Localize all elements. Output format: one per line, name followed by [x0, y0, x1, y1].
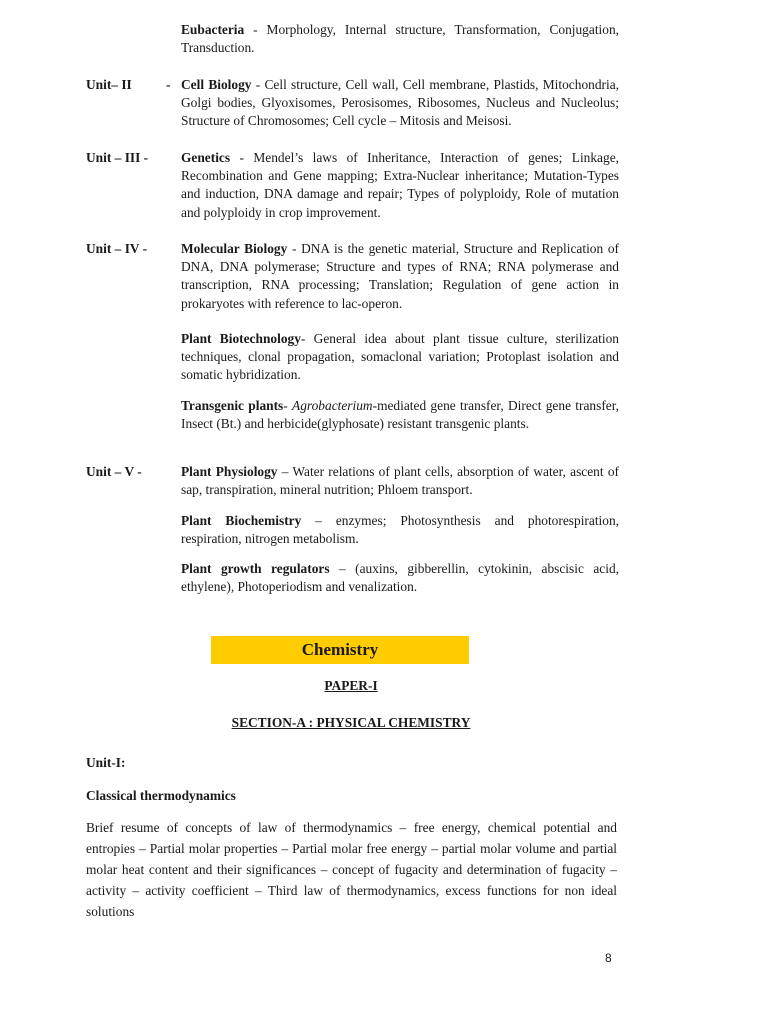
unit-5-paragraph: [181, 463, 619, 499]
unit-2-label: [86, 76, 132, 94]
transgenic-paragraph: [181, 397, 619, 433]
unit-3-title: Genetics: [181, 150, 231, 165]
unit-2-paragraph: [181, 76, 619, 131]
unit-4-label: Unit – IV -: [86, 241, 148, 256]
regulators-text: – (auxins, gibberellin, cytokinin, abscisic acid, ethylene), Photoperiodism and venalization.: [181, 561, 619, 595]
thermodynamics-body: Brief resume of concepts of law of thermodynamics – free energy, chemical potential and entropies – Partial molar properties – Partial molar free energy – partial molar volume and partial molar heat content and their significances – concept of fugacity and determination of fugacity – activity – activity coefficient – Third law of thermodynamics, excess functions for non ideal solutions: [86, 820, 617, 919]
unit-5-title: Plant Physiology: [181, 464, 278, 479]
transgenic-title: Transgenic plants: [181, 398, 284, 413]
transgenic-dash: -: [283, 398, 293, 413]
eubacteria-text: - Morphology, Internal structure, Transformation, Conjugation, Transduction.: [181, 22, 619, 56]
biochem-title: Plant Biochemistry: [181, 513, 302, 528]
biochem-paragraph: [181, 512, 619, 548]
paper-heading: PAPER-I: [324, 678, 378, 693]
unit-3-paragraph: [181, 149, 619, 222]
unit-1-label: Unit-I:: [86, 755, 126, 770]
section-heading: SECTION-A : PHYSICAL CHEMISTRY: [231, 715, 471, 730]
biotech-title: Plant Biotechnology: [181, 331, 301, 346]
regulators-title: Plant growth regulators: [181, 561, 330, 576]
unit-3-label: Unit – III -: [86, 150, 149, 165]
topic-heading: Classical thermodynamics: [86, 788, 236, 803]
unit-5-text: – Water relations of plant cells, absorption of water, ascent of sap, transpiration, mineral nutrition; Phloem transport.: [181, 464, 619, 498]
unit-4-title: Molecular Biology: [181, 241, 288, 256]
unit-3-text: - Mendel’s laws of Inheritance, Interaction of genes; Linkage, Recombination and Gene mapping; Extra-Nuclear inheritance; Mutation-Types and induction, DNA damage and repair; Types of polyploidy, Role of mutation and polyploidy in crop improvement.: [181, 150, 619, 220]
biotech-text: - General idea about plant tissue culture, sterilization techniques, clonal propagation, somaclonal variation; Protoplast isolation and somatic hybridization.: [181, 331, 619, 383]
transgenic-text: -mediated gene transfer, Direct gene transfer, Insect (Bt.) and herbicide(glyphosate) resistant transgenic plants.: [181, 398, 619, 432]
eubacteria-title: Eubacteria: [181, 22, 245, 37]
unit-2-title: Cell Biology: [181, 77, 252, 92]
unit-2-label-text: Unit– II: [86, 77, 132, 92]
page-number: 8: [605, 951, 612, 965]
unit-4-text: - DNA is the genetic material, Structure and Replication of DNA, DNA polymerase; Structure and types of RNA; RNA polymerase and transcription, RNA processing; Translation; Regulation of gene action in prokaryotes with reference to lac-operon.: [181, 241, 619, 311]
biochem-text: – enzymes; Photosynthesis and photorespiration, respiration, nitrogen metabolism.: [181, 513, 619, 547]
unit-4-paragraph: [181, 240, 619, 313]
unit-2-dash: -: [166, 77, 171, 92]
chemistry-heading: Chemistry: [211, 636, 469, 664]
unit-5-label: Unit – V -: [86, 464, 142, 479]
regulators-paragraph: [181, 560, 619, 596]
eubacteria-paragraph: [181, 21, 619, 57]
biotech-paragraph: [181, 330, 619, 385]
unit-2-text: - Cell structure, Cell wall, Cell membrane, Plastids, Mitochondria, Golgi bodies, Glyoxisomes, Perosisomes, Ribosomes, Nucleus and Nucleolus; Structure of Chromosomes; Cell cycle – Mitosis and Meisosi.: [181, 77, 619, 129]
transgenic-italic: Agrobacterium: [292, 398, 373, 413]
